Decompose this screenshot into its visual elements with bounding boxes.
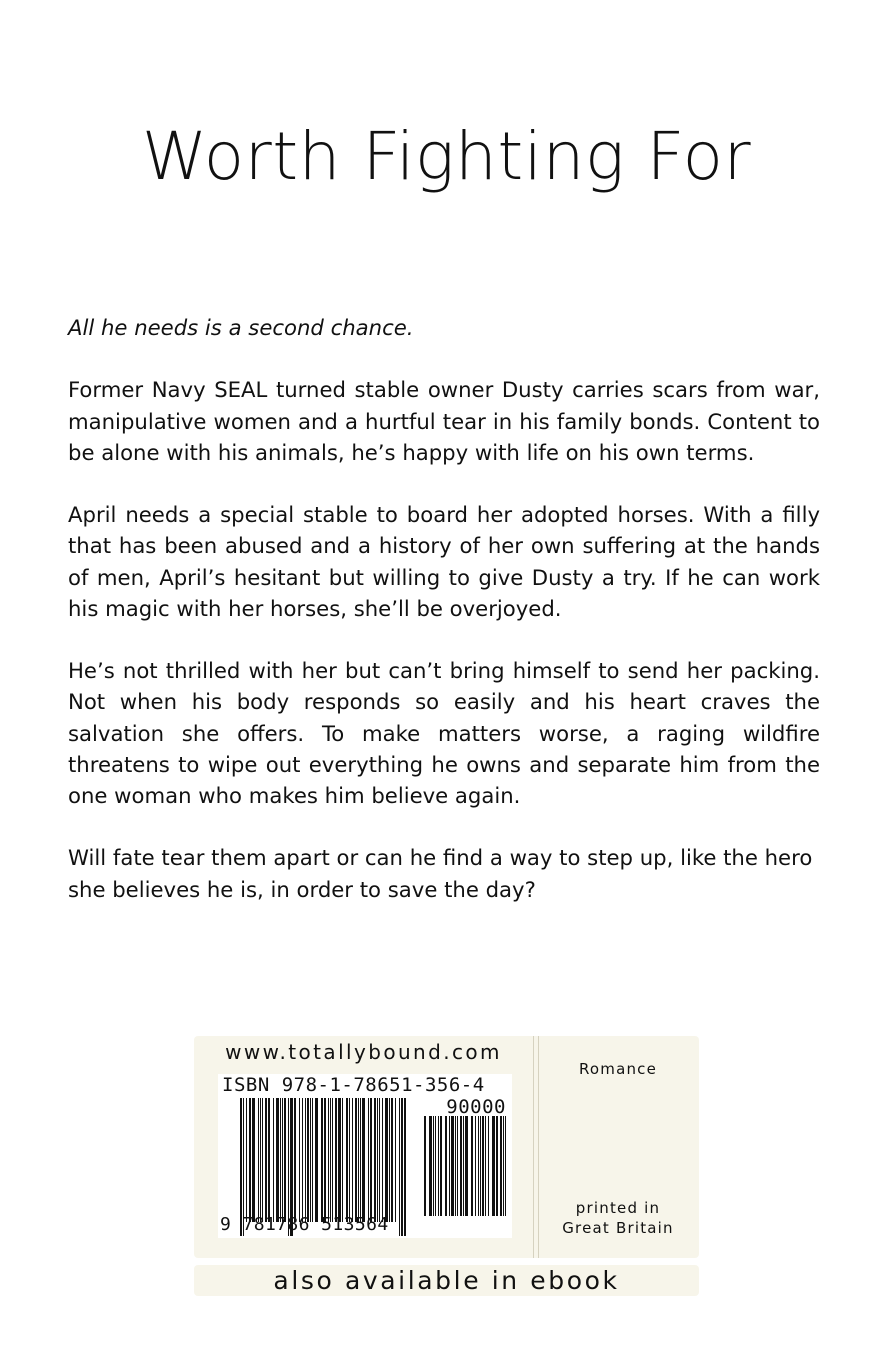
blurb (68, 312, 820, 936)
addon-bar (451, 1116, 454, 1216)
barcode-bar (315, 1098, 318, 1222)
barcode-bar (370, 1098, 372, 1222)
barcode-bar (280, 1098, 281, 1222)
barcode-bar (305, 1098, 306, 1222)
barcode-bar (404, 1098, 406, 1236)
barcode-bar (374, 1098, 376, 1222)
addon-bar (496, 1116, 498, 1216)
blurb-paragraph-2: April needs a special stable to board her adopted horses. With a filly that has been abused and a history of her own suffering at the hands of men, April’s hesitant but willing to give Dusty a try. If he can work his magic with her horses, she’ll be overjoyed. (68, 502, 820, 621)
barcode-bar (342, 1098, 343, 1222)
publisher-url: www.totallybound.com (225, 1040, 502, 1064)
tagline: All he needs is a second chance. (68, 315, 414, 340)
barcode-bar (395, 1098, 396, 1222)
barcode-bar (346, 1098, 348, 1222)
barcode-bar (262, 1098, 263, 1222)
ebook-text: also available in ebook (273, 1266, 620, 1295)
barcode-bar (360, 1098, 361, 1222)
barcode-bar (273, 1098, 274, 1222)
addon-bar (503, 1116, 504, 1216)
barcode-bar (382, 1098, 383, 1222)
barcode-bar (349, 1098, 350, 1222)
barcode-bar (249, 1098, 251, 1222)
addon-bar (438, 1116, 439, 1216)
printed-line-1: printed in (575, 1199, 661, 1217)
barcode-bar (385, 1098, 388, 1222)
addon-bar (492, 1116, 495, 1216)
barcode-bar (399, 1098, 400, 1236)
barcode-bar (358, 1098, 359, 1222)
barcode-bar (389, 1098, 390, 1222)
genre-label: Romance (578, 1060, 658, 1078)
barcode-bar (362, 1098, 365, 1222)
blurb-paragraph-1: Former Navy SEAL turned stable owner Dusty carries scars from war, manipulative women and a hurtful tear in his family bonds. Content to be alone with his animals, he’s happy with life on his own terms. (68, 377, 820, 465)
barcode-digits: 9 781786 513564 (220, 1214, 389, 1235)
addon-bar (500, 1116, 502, 1216)
barcode-bar (252, 1098, 255, 1222)
addon-bar (505, 1116, 506, 1216)
addon-bar (463, 1116, 464, 1216)
barcode-bar (258, 1098, 259, 1222)
barcode-box (218, 1074, 512, 1238)
barcode-bar (335, 1098, 337, 1222)
barcode-bar (352, 1098, 353, 1222)
barcode-bar (338, 1098, 341, 1222)
barcode-bar (282, 1098, 283, 1222)
barcode-bar (391, 1098, 393, 1222)
barcode-bar (284, 1098, 286, 1222)
blurb-paragraph-3: He’s not thrilled with her but can’t bring himself to send her packing. Not when his body responds so easily and his heart craves the salvation she offers. To make matters worse, a raging wildfire threatens to wipe out everything he owns and separate him from the one woman who makes him believe again. (68, 658, 820, 808)
addon-bar (475, 1116, 476, 1216)
price-code: 90000 (446, 1096, 506, 1118)
addon-bar (455, 1116, 456, 1216)
barcode-bar (260, 1098, 261, 1222)
barcode-bar (294, 1098, 296, 1222)
addon-bar (445, 1116, 447, 1216)
barcode-bar (302, 1098, 303, 1222)
barcode-bar (265, 1098, 267, 1222)
barcode-panel (194, 1036, 699, 1258)
addon-bar (429, 1116, 432, 1216)
barcode-bar (328, 1098, 329, 1222)
addon-bar (460, 1116, 462, 1216)
addon-bar (457, 1116, 458, 1216)
barcode-bar (307, 1098, 309, 1222)
barcode-bar (310, 1098, 311, 1222)
printed-line-2: Great Britain (562, 1219, 674, 1237)
addon-bar (478, 1116, 479, 1216)
addon-bar (433, 1116, 434, 1216)
barcode-bar (324, 1098, 326, 1222)
barcode-bar (330, 1098, 331, 1222)
barcode-bar (276, 1098, 279, 1222)
barcode-bar (355, 1098, 357, 1222)
isbn-text: ISBN 978-1-78651-356-4 (222, 1074, 485, 1096)
addon-bar (482, 1116, 484, 1216)
barcode-bar (312, 1098, 313, 1222)
addon-bar (435, 1116, 436, 1216)
barcode-bar (299, 1098, 300, 1222)
barcode-bar (246, 1098, 247, 1222)
book-title: Worth Fighting For (141, 118, 752, 195)
barcode-bar (401, 1098, 403, 1236)
barcode-bar (268, 1098, 270, 1222)
addon-bar (424, 1116, 426, 1216)
addon-bar (480, 1116, 481, 1216)
barcode-bar (332, 1098, 333, 1222)
addon-bar (449, 1116, 450, 1216)
printed-in-label (537, 1198, 699, 1238)
addon-bar (485, 1116, 486, 1216)
ebook-banner (194, 1265, 699, 1296)
addon-bar (440, 1116, 442, 1216)
barcode-bar (368, 1098, 369, 1222)
addon-bar (465, 1116, 468, 1216)
barcode-bar (379, 1098, 380, 1222)
addon-bar (471, 1116, 473, 1216)
barcode-bar (377, 1098, 378, 1222)
barcode-bar (321, 1098, 323, 1222)
addon-bar (488, 1116, 489, 1216)
blurb-paragraph-4: Will fate tear them apart or can he find a way to step up, like the hero she believes he is, in order to save the day? (68, 845, 813, 902)
